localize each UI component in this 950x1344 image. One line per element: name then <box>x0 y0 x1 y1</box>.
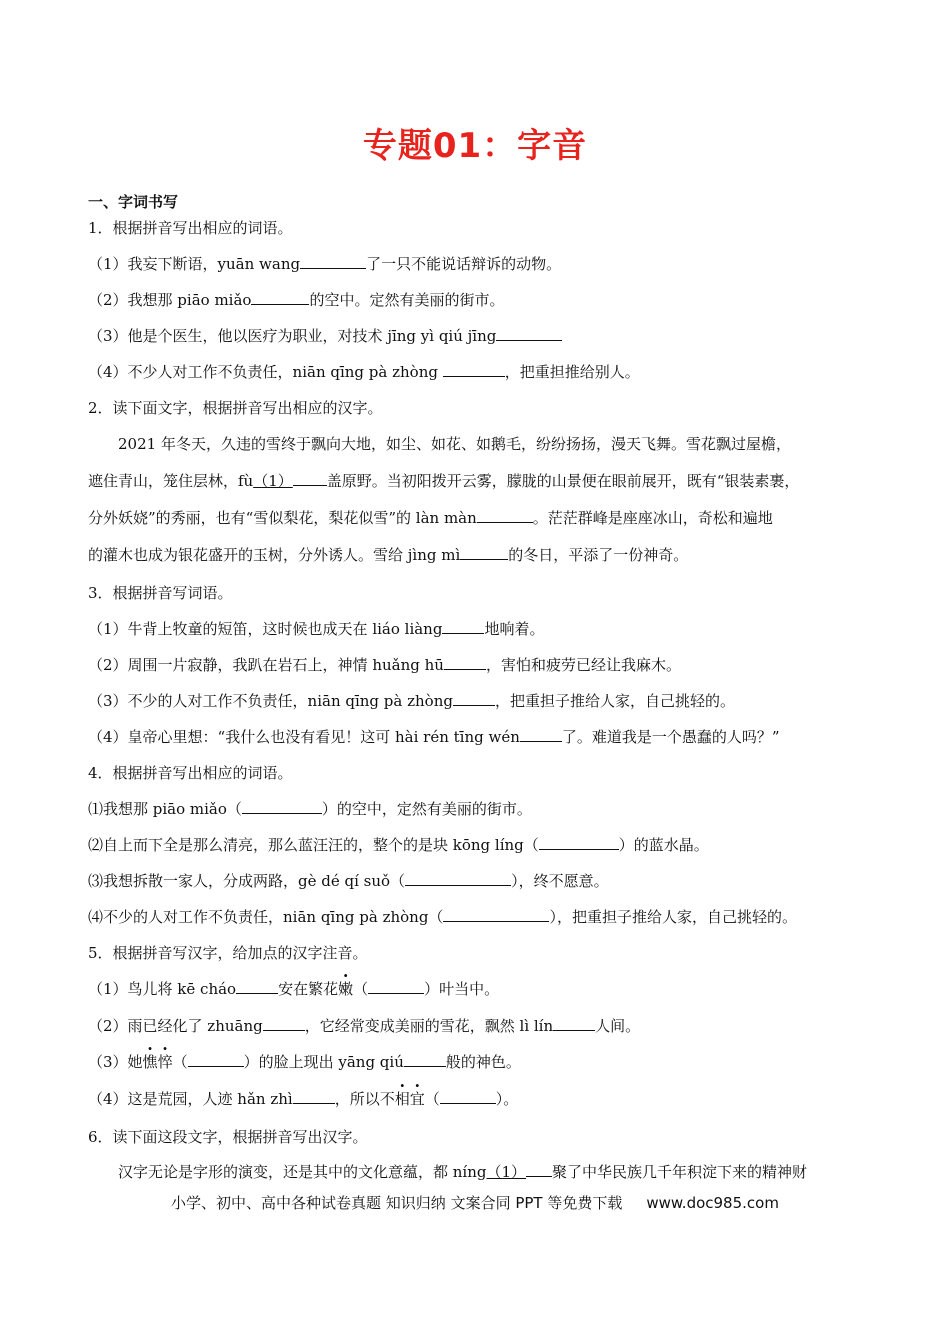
q5-item-2: （2）雨已经化了 zhuāng ，它经常变成美丽的雪花，飘然 lì lín 人间。 <box>88 1017 641 1035</box>
answer-blank[interactable] <box>440 1089 496 1104</box>
dotted-char: 悴 <box>157 1053 173 1071</box>
answer-blank[interactable] <box>443 362 505 377</box>
answer-blank[interactable] <box>368 979 424 994</box>
q5-item-4: （4）这是荒园，人迹 hǎn zhì ，所以不相宜（ ）。 <box>88 1090 519 1108</box>
q1-item-1: （1）我妄下断语，yuān wang 了一只不能说话辩诉的动物。 <box>88 255 562 273</box>
answer-blank[interactable] <box>300 254 366 269</box>
q4-stem: 4．根据拼音写出相应的词语。 <box>88 764 293 782</box>
blank-marker: （1） <box>486 1163 527 1181</box>
q1-stem: 1．根据拼音写出相应的词语。 <box>88 219 293 237</box>
answer-blank[interactable] <box>553 1016 595 1031</box>
q2-stem: 2．读下面文字，根据拼音写出相应的汉字。 <box>88 399 383 417</box>
answer-blank[interactable] <box>443 907 549 922</box>
q2-line-3: 分外妖娆”的秀丽，也有“雪似梨花，梨花似雪”的 làn màn 。茫茫群峰是座座冰山，奇松和遍地 <box>88 509 773 527</box>
footer-text: 小学、初中、高中各种试卷真题 知识归纳 文案合同 PPT 等免费下载 <box>171 1194 623 1212</box>
dotted-char: 憔 <box>142 1053 158 1071</box>
answer-blank[interactable] <box>453 691 495 706</box>
answer-blank[interactable] <box>293 1089 335 1104</box>
section-heading: 一、字词书写 <box>88 193 179 211</box>
q3-stem: 3．根据拼音写词语。 <box>88 584 233 602</box>
q6-stem: 6．读下面这段文字，根据拼音写出汉字。 <box>88 1128 368 1146</box>
q4-item-2: ⑵自上而下全是那么清亮，那么蓝汪汪的，整个的是块 kōng líng（ ）的蓝水晶。 <box>88 836 709 854</box>
blank-marker: （1） <box>253 472 293 490</box>
answer-blank[interactable] <box>251 290 309 305</box>
answer-blank[interactable] <box>477 508 533 523</box>
answer-blank[interactable] <box>496 326 562 341</box>
dotted-char: 相 <box>394 1090 410 1108</box>
dotted-char: 宜 <box>409 1090 425 1108</box>
q5-item-1: （1）鸟儿将 kē cháo 安在繁花嫩（ ）叶当中。 <box>88 980 500 998</box>
answer-blank[interactable] <box>526 1162 552 1177</box>
q5-item-3: （3）她憔悴（ ）的脸上现出 yāng qiú 般的神色。 <box>88 1053 521 1071</box>
q3-item-2: （2）周围一片寂静，我趴在岩石上，神情 huǎng hū ，害怕和疲劳已经让我麻木。 <box>88 656 681 674</box>
q3-item-1: （1）牛背上牧童的短笛，这时候也成天在 liáo liàng 地响着。 <box>88 620 545 638</box>
q6-line-1: 汉字无论是字形的演变，还是其中的文化意蕴，都 níng（1） 聚了中华民族几千年积淀下来的精神财 <box>118 1163 808 1181</box>
q4-item-1: ⑴我想那 piāo miǎo（ ）的空中，定然有美丽的街市。 <box>88 800 532 818</box>
answer-blank[interactable] <box>520 727 562 742</box>
q4-item-3: ⑶我想拆散一家人，分成两路，gè dé qí suǒ（ ），终不愿意。 <box>88 872 609 890</box>
answer-blank[interactable] <box>405 871 511 886</box>
answer-blank[interactable] <box>293 471 327 486</box>
q3-item-4: （4）皇帝心里想：“我什么也没有看见！这可 hài rén tīng wén 了。难道我是一个愚蠢的人吗？” <box>88 728 780 746</box>
q1-item-3: （3）他是个医生，他以医疗为职业，对技术 jīng yì qiú jīng <box>88 326 562 346</box>
q2-line-4: 的灌木也成为银花盛开的玉树，分外诱人。雪给 jìng mì 的冬日，平添了一份神奇。 <box>88 546 689 564</box>
q5-stem: 5．根据拼音写汉字，给加点的汉字注音。 <box>88 944 368 962</box>
answer-blank[interactable] <box>444 655 486 670</box>
footer-link[interactable]: www.doc985.com <box>646 1194 779 1212</box>
answer-blank[interactable] <box>460 545 508 560</box>
q1-item-4: （4）不少人对工作不负责任，niān qīng pà zhòng ，把重担推给别人。 <box>88 363 640 381</box>
answer-blank[interactable] <box>539 835 619 850</box>
page-footer <box>0 1192 950 1213</box>
q3-item-3: （3）不少的人对工作不负责任，niān qīng pà zhòng ，把重担子推给人家，自己挑轻的。 <box>88 692 735 710</box>
dotted-char: 嫩 <box>338 980 354 998</box>
answer-blank[interactable] <box>263 1016 305 1031</box>
answer-blank[interactable] <box>404 1052 446 1067</box>
page-title: 专题01：字音 <box>362 126 588 166</box>
q2-line-2: 遮住青山，笼住层林，fù（1） 盖原野。当初阳拨开云雾，朦胧的山景便在眼前展开，既有“银装素裹， <box>88 472 800 490</box>
q4-item-4: ⑷不少的人对工作不负责任，niān qīng pà zhòng（ ），把重担子推给人家，自己挑轻的。 <box>88 908 797 926</box>
q1-item-2: （2）我想那 piāo miǎo 的空中。定然有美丽的街市。 <box>88 291 505 309</box>
answer-blank[interactable] <box>188 1052 244 1067</box>
answer-blank[interactable] <box>236 979 278 994</box>
answer-blank[interactable] <box>442 619 484 634</box>
q2-line-1: 2021 年冬天，久违的雪终于飘向大地，如尘、如花、如鹅毛，纷纷扬扬，漫天飞舞。雪花飘过屋檐， <box>118 435 791 453</box>
answer-blank[interactable] <box>242 799 322 814</box>
